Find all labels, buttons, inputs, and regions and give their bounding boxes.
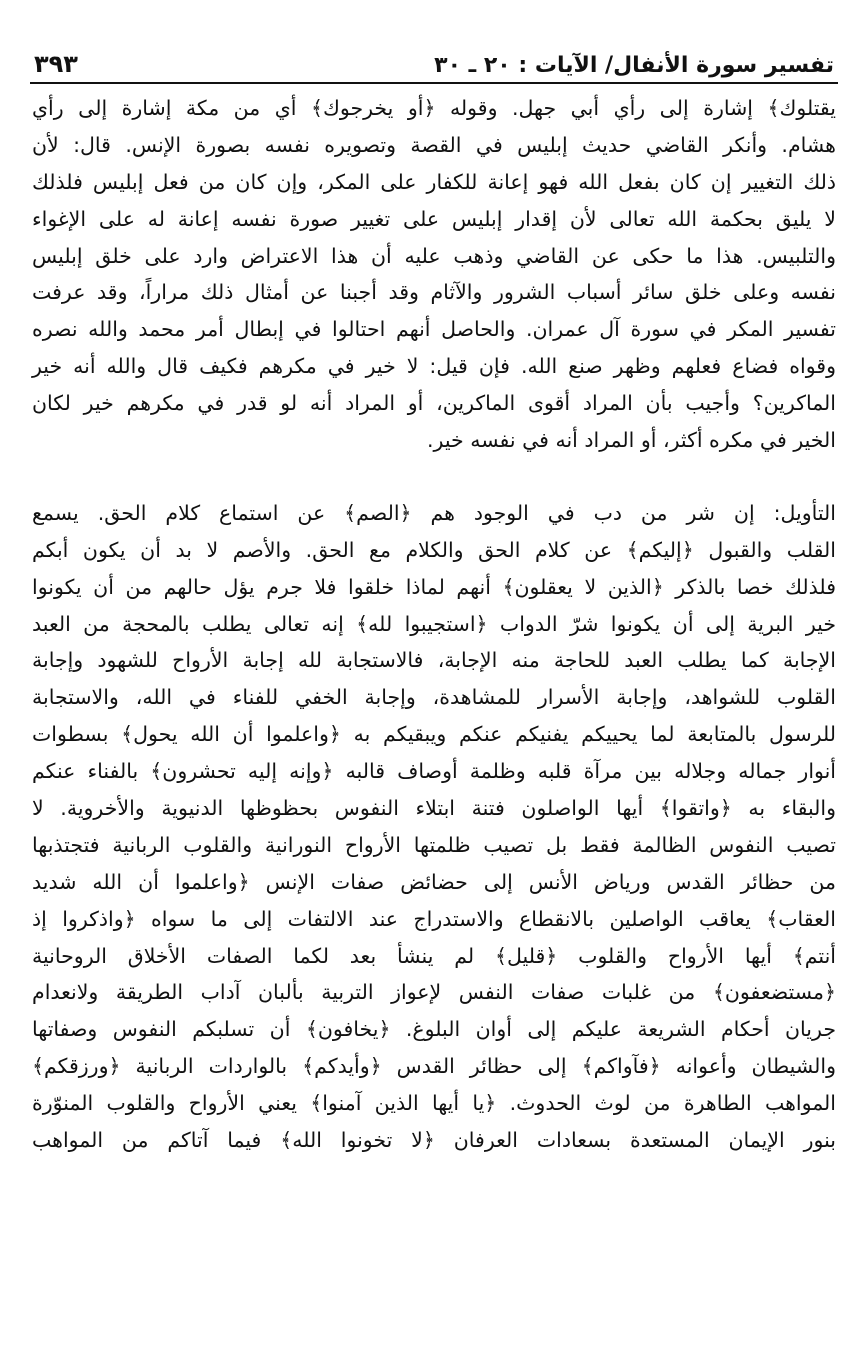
book-page [30,44,838,1344]
page-number: ٣٩٣ [34,50,78,78]
text-line: والتلبيس. هذا ما حكى عن القاضي وذهب عليه أن هذا الاعتراض وارد على خلق إبليس [32,243,836,268]
text-line: للرسول بالمتابعة لما يحييكم يفنيكم عنكم ويبقيكم به ﴿واعلموا أن الله يحول﴾ بسطوات [32,722,836,747]
tawil-paragraph [30,495,838,1159]
text-line: التأويل: إن شر من دب في الوجود هم ﴿الصم﴾ عن استماع كلام الحق. يسمع [32,500,836,525]
text-line: القلوب للشواهد، وإجابة الأسرار للمشاهدة، وإجابة الخفي للفناء في الله، والاستجابة [32,685,836,710]
text-line: من حظائر القدس ورياض الأنس إلى حضائض صفات الإنس ﴿واعلموا أن الله شديد [32,869,836,894]
text-line: ذلك التغيير إن كان بفعل الله فهو إعانة للكفار على المكر، وإن كان من فعل إبليس فلذلك [32,169,836,194]
text-line: تصيب النفوس الظالمة فقط بل تصيب ظلمتها الأرواح النورانية والقلوب الربانية فتجتذبها [32,832,836,857]
body-text [30,90,838,1159]
text-line: الإجابة كما يطلب العبد للحاجة منه الإجابة، فالاستجابة لله إجابة الأرواح للشهود وإجابة [32,648,836,673]
paragraph-gap [30,459,838,495]
text-line: بنور الإيمان المستعدة بسعادات العرفان ﴿لا تخونوا الله﴾ فيما آتاكم من المواهب [32,1128,836,1153]
text-line: المواهب الطاهرة من لوث الحدوث. ﴿يا أيها الذين آمنوا﴾ يعني الأرواح والقلوب المنوّرة [32,1091,836,1116]
running-title: تفسير سورة الأنفال/ الآيات : ٢٠ ـ ٣٠ [434,53,834,78]
commentary-paragraph [30,90,838,459]
text-line: تفسير المكر في سورة آل عمران. والحاصل أنهم احتالوا في إبطال أمر محمد والله نصره [32,317,836,342]
text-line: والشيطان وأعوانه ﴿فآواكم﴾ إلى حظائر القدس ﴿وأيدكم﴾ بالواردات الربانية ﴿ورزقكم﴾ [32,1054,836,1079]
text-line: هشام. وأنكر القاضي حديث إبليس في القصة وتصويره نفسه بصورة الإنس. قال: لأن [32,132,836,157]
text-line: جريان أحكام الشريعة عليكم إلى أوان البلوغ. ﴿يخافون﴾ أن تسلبكم النفوس وصفاتها [32,1017,836,1042]
text-line: وقواه فضاع فعلهم وظهر صنع الله. فإن قيل: لا خير في مكرهم فكيف قال والله أنه خير [32,354,836,379]
text-line: أنتم﴾ أيها الأرواح والقلوب ﴿قليل﴾ لم ينشأ بعد لكما الصفات الأخلاق الروحانية [32,943,836,968]
text-line: القلب والقبول ﴿إليكم﴾ عن كلام الحق والكلام مع الحق. والأصم لا بد أن يكون أبكم [32,537,836,562]
text-line: ﴿مستضعفون﴾ من غلبات صفات النفس لإعواز التربية بألبان آداب الطريقة ولانعدام [32,980,836,1005]
text-line: العقاب﴾ يعاقب الواصلين بالانقطاع والاستدراج عند الالتفات إلى ما سواه ﴿واذكروا إذ [32,906,836,931]
text-line: الماكرين؟ وأجيب بأن المراد أقوى الماكرين، أو المراد أنه لو قدر في مكرهم خير لكان [32,391,836,416]
text-line: الخير في مكره أكثر، أو المراد أنه في نفسه خير. [427,428,836,453]
text-line: لا يليق بحكمة الله تعالى لأن إقدار إبليس على تغيير صورة نفسه إعانة له على الإغواء [32,206,836,231]
text-line: يقتلوك﴾ إشارة إلى رأي أبي جهل. وقوله ﴿أو يخرجوك﴾ أي من مكة إشارة إلى رأي [32,96,836,120]
running-head [30,44,838,84]
text-line: نفسه وعلى خلق سائر أسباب الشرور والآثام وقد أجبنا عن أمثال ذلك مراراً، وقد عرفت [32,280,836,305]
text-line: والبقاء به ﴿واتقوا﴾ أيها الواصلون فتنة ابتلاء النفوس بحظوظها الدنيوية والأخروية. لا [32,796,836,821]
text-line: فلذلك خصا بالذكر ﴿الذين لا يعقلون﴾ أنهم لماذا خلقوا فلا جرم يؤل حالهم من أن يكونوا [32,574,836,599]
text-line: أنوار جماله وجلاله بين مرآة قلبه وظلمة أوصاف قالبه ﴿وإنه إليه تحشرون﴾ بالفناء عنكم [32,759,836,784]
text-line: خير البرية إلى أن يكونوا شرّ الدواب ﴿استجيبوا لله﴾ إنه تعالى يطلب بالمحجة من العبد [32,611,836,636]
